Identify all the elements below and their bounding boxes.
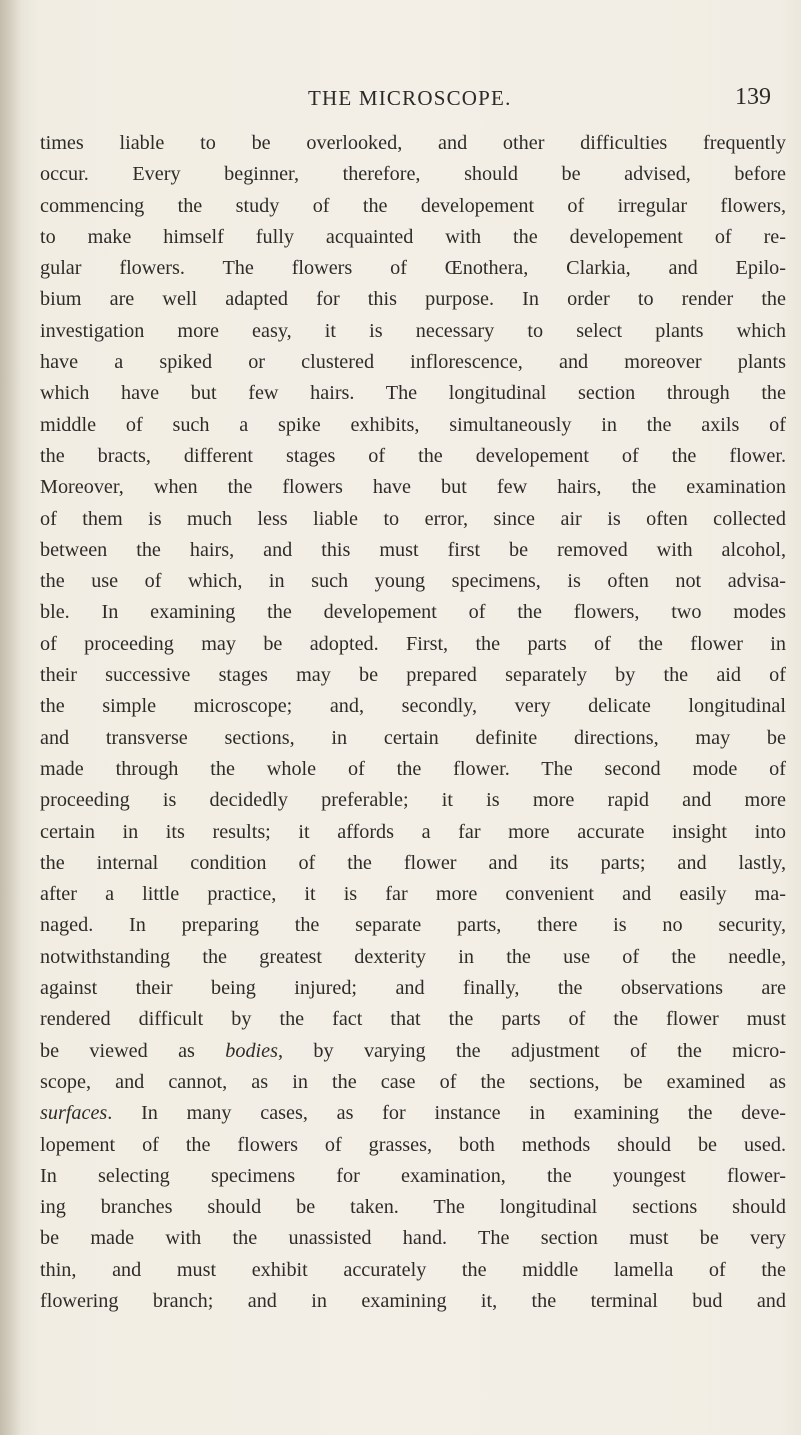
text-segment: of proceeding may be adopted. First, the parts of the flower in [40,632,786,655]
text-line [40,1036,786,1067]
text-segment: their successive stages may be prepared separately by the aid of [40,664,786,687]
running-head [0,86,801,116]
text-segment: middle of such a spike exhibits, simultaneously in the axils of [40,413,786,436]
text-line [40,504,786,535]
text-segment: be made with the unassisted hand. The section must be very [40,1227,786,1250]
text-segment: gular flowers. The flowers of Œnothera, Clarkia, and Epilo- [40,257,786,280]
text-line [40,1192,786,1223]
text-segment: against their being injured; and finally, the observations are [40,977,786,1000]
text-line [40,316,786,347]
text-line [40,1286,786,1317]
text-segment: lopement of the flowers of grasses, both methods should be used. [40,1133,786,1156]
text-segment: be viewed as [40,1039,226,1062]
text-segment: , by varying the adjustment of the micro- [277,1039,786,1062]
text-line [40,159,786,190]
text-line [40,973,786,1004]
italic-term: bodies [225,1039,278,1062]
text-line [40,222,786,253]
text-line [40,1098,786,1129]
text-segment: commencing the study of the developement of irregular flowers, [40,194,786,217]
text-segment: the bracts, different stages of the developement of the flower. [40,444,786,467]
text-segment: thin, and must exhibit accurately the middle lamella of the [40,1258,786,1281]
text-segment: times liable to be overlooked, and other difficulties frequently [40,132,786,154]
page-number: 139 [735,84,771,110]
text-line [40,754,786,785]
body-text [40,128,786,1317]
text-line [40,723,786,754]
text-line [40,1004,786,1035]
text-line [40,785,786,816]
text-line [40,1161,786,1192]
text-segment: made through the whole of the flower. The second mode of [40,757,786,780]
text-line [40,848,786,879]
text-line [40,441,786,472]
text-segment: between the hairs, and this must first be removed with alcohol, [40,538,786,561]
text-line [40,284,786,315]
text-segment: occur. Every beginner, therefore, should be advised, before [40,163,786,186]
text-line [40,347,786,378]
text-segment: notwithstanding the greatest dexterity in the use of the needle, [40,945,786,968]
text-segment: flowering branch; and in examining it, the terminal bud and [40,1289,786,1312]
text-segment: ble. In examining the developement of the flowers, two modes [40,601,786,624]
text-line [40,191,786,222]
text-line [40,942,786,973]
text-line [40,879,786,910]
text-segment: after a little practice, it is far more convenient and easily ma- [40,883,786,906]
text-line [40,535,786,566]
text-segment: . In many cases, as for instance in examining the deve- [107,1102,786,1125]
text-line [40,1067,786,1098]
text-segment: proceeding is decidedly preferable; it is more rapid and more [40,789,786,812]
text-line [40,660,786,691]
text-segment: rendered difficult by the fact that the parts of the flower must [40,1008,786,1031]
running-title: THE MICROSCOPE. [308,86,512,110]
text-segment: to make himself fully acquainted with the developement of re- [40,225,786,248]
text-segment: the internal condition of the flower and its parts; and lastly, [40,851,786,874]
text-segment: ing branches should be taken. The longitudinal sections should [40,1196,786,1219]
text-line [40,691,786,722]
text-segment: the use of which, in such young specimens, is often not advisa- [40,570,786,593]
text-line [40,1223,786,1254]
text-line [40,410,786,441]
italic-term: surfaces [40,1102,108,1125]
text-segment: and transverse sections, in certain definite directions, may be [40,726,786,749]
text-segment: have a spiked or clustered inflorescence, and moreover plants [40,351,786,374]
text-line [40,910,786,941]
text-segment: the simple microscope; and, secondly, very delicate longitudinal [40,695,786,718]
text-line [40,566,786,597]
text-line [40,597,786,628]
text-line [40,128,786,159]
text-line [40,378,786,409]
binding-gutter [0,0,22,1435]
text-segment: In selecting specimens for examination, the youngest flower- [40,1164,786,1187]
text-line [40,1255,786,1286]
text-line [40,1130,786,1161]
text-segment: which have but few hairs. The longitudinal section through the [40,382,786,405]
text-segment: of them is much less liable to error, since air is often collected [40,507,786,530]
text-segment: scope, and cannot, as in the case of the sections, be examined as [40,1070,786,1093]
text-line [40,253,786,284]
text-segment: Moreover, when the flowers have but few hairs, the examination [40,476,786,499]
text-segment: certain in its results; it affords a far more accurate insight into [40,820,786,843]
text-line [40,472,786,503]
text-line [40,629,786,660]
text-segment: bium are well adapted for this purpose. In order to render the [40,288,786,311]
text-segment: investigation more easy, it is necessary to select plants which [40,319,786,342]
text-segment: naged. In preparing the separate parts, there is no security, [40,914,786,937]
text-line [40,817,786,848]
